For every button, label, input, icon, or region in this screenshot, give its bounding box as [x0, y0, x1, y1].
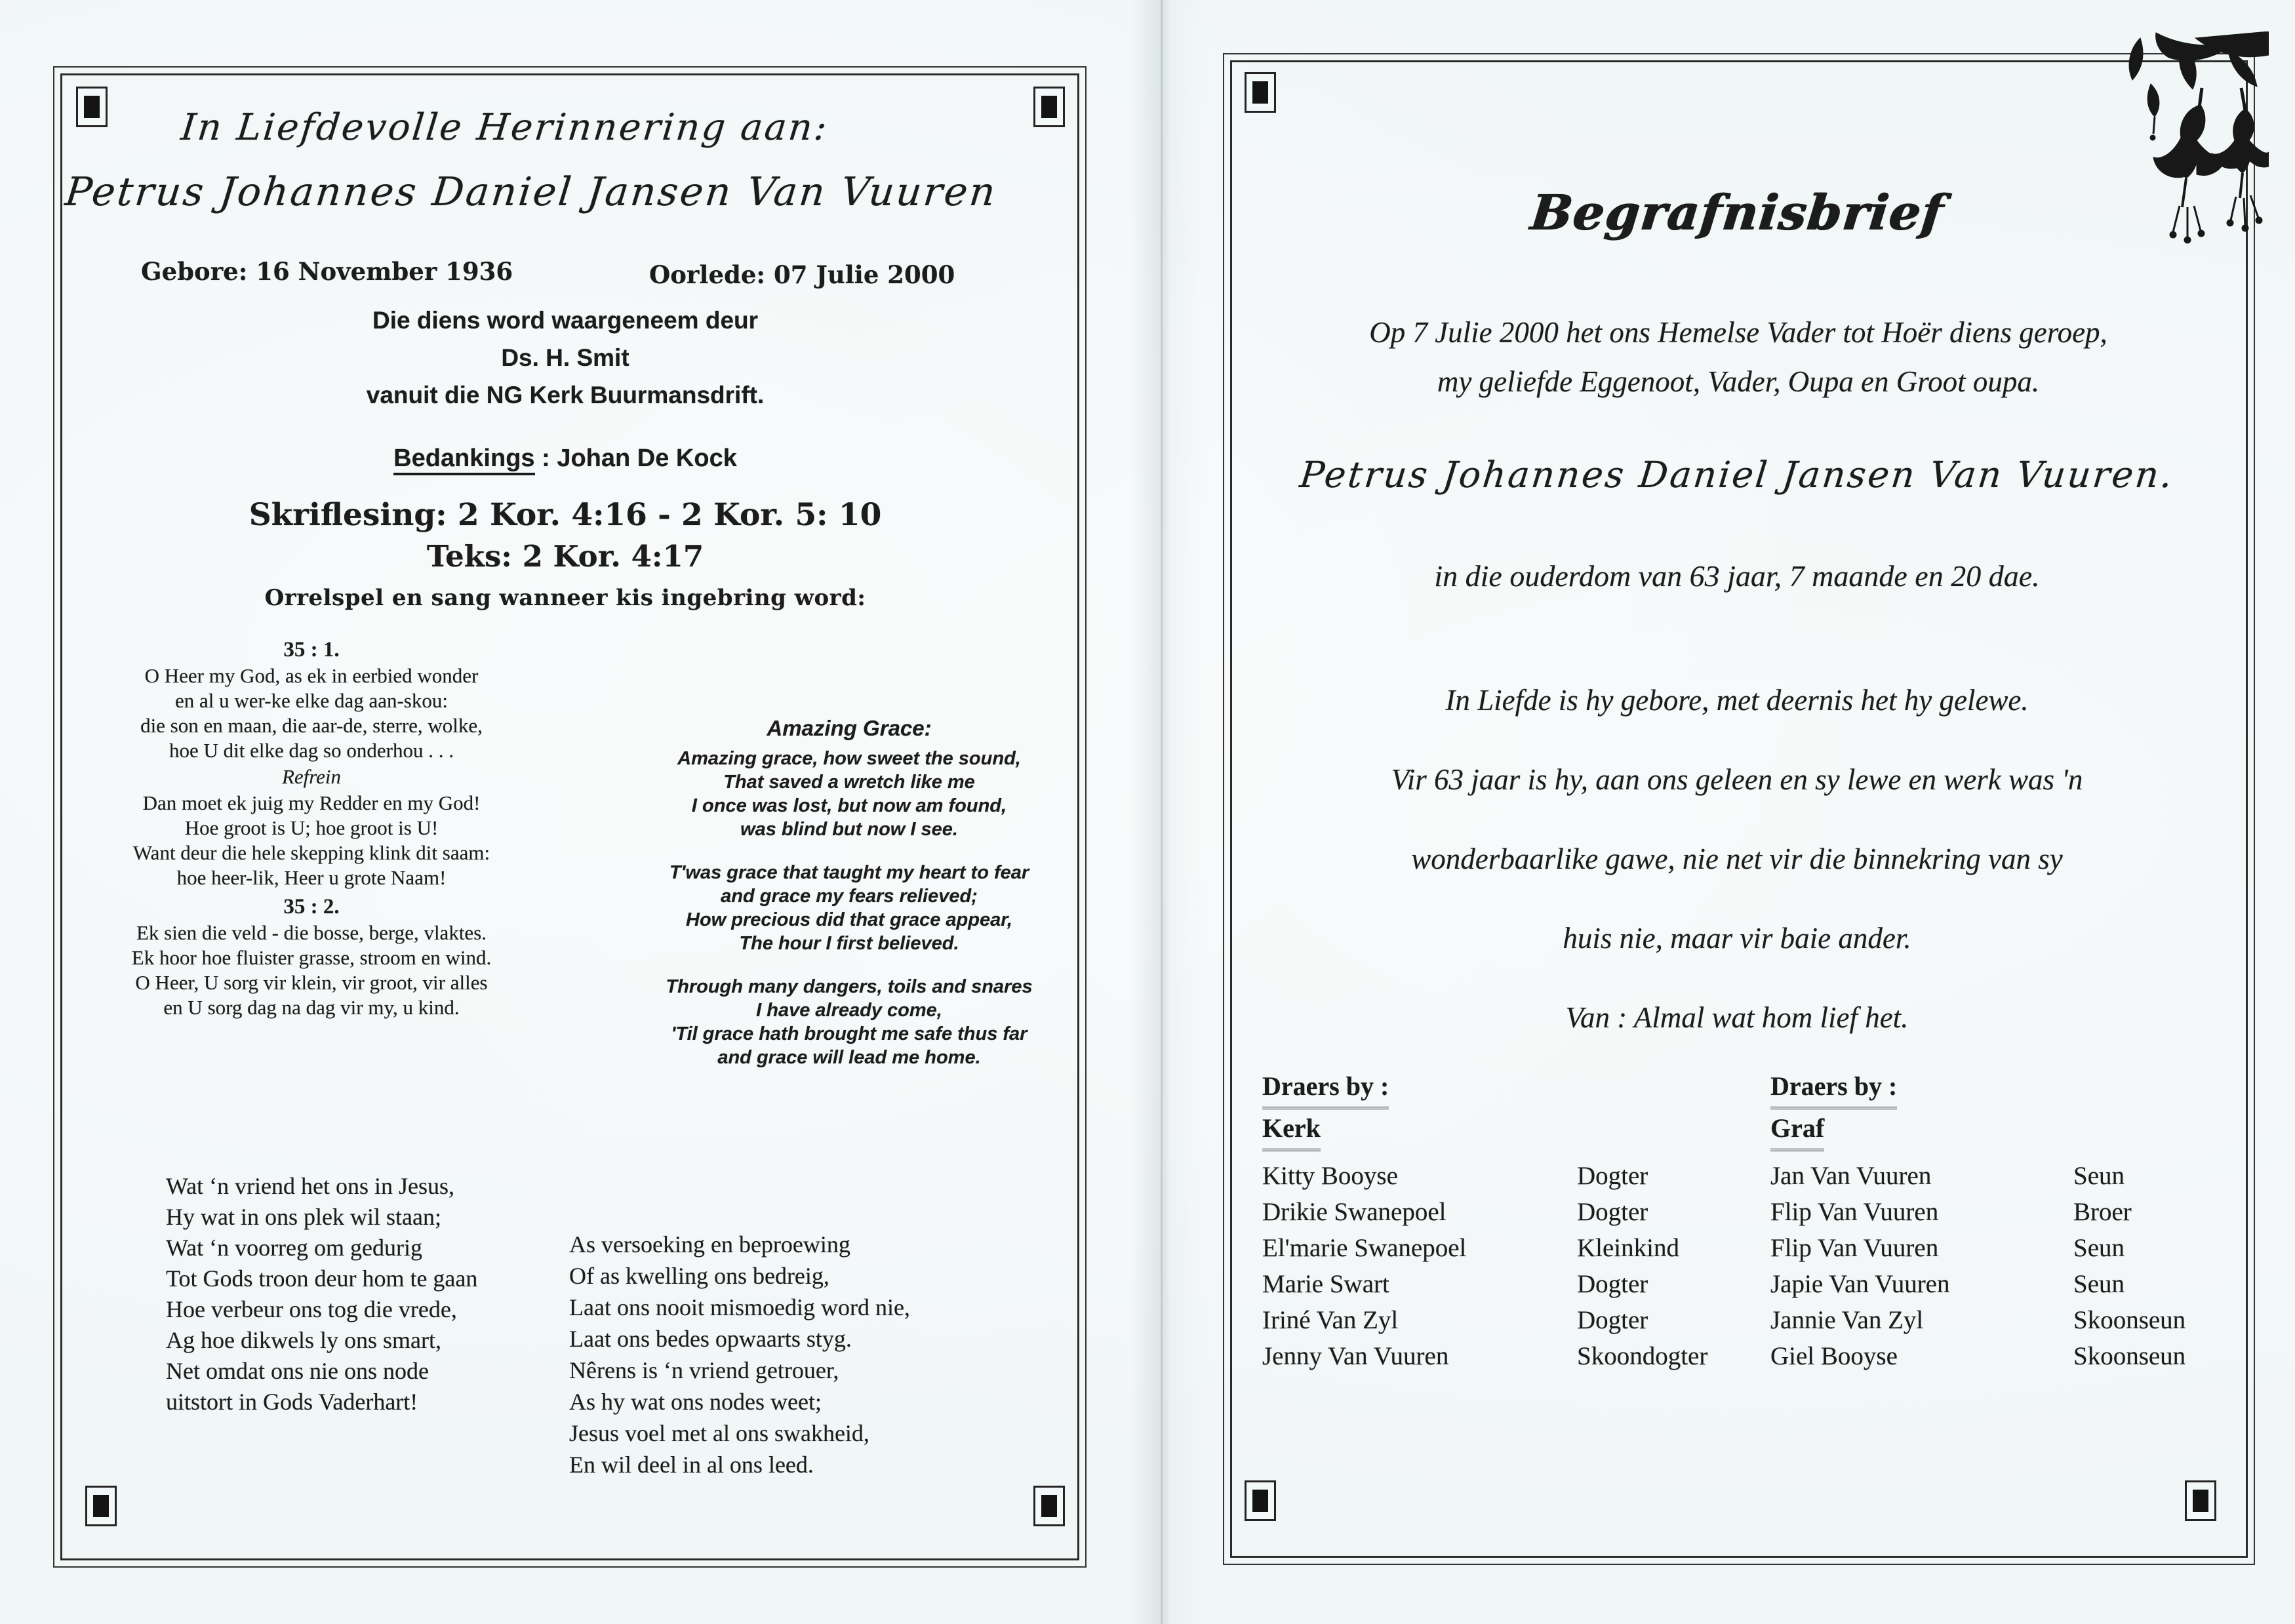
bearer-row: [1262, 1158, 1767, 1194]
grace-line: Amazing grace, how sweet the sound,: [677, 748, 1021, 769]
grace-line: and grace will lead me home.: [717, 1047, 981, 1068]
bearers-church-subheading: Kerk: [1262, 1109, 1767, 1151]
hymn-verse-number: 35 : 1.: [283, 638, 340, 662]
hymn-line: die son en maan, die aar-de, sterre, wolke,: [140, 714, 483, 737]
deceased-name-heading: Petrus Johannes Daniel Jansen Van Vuuren: [63, 169, 999, 215]
corner-ornament: [1245, 1480, 1276, 1521]
corner-ornament: [1245, 72, 1276, 113]
thanks-label: Bedankings: [393, 445, 534, 475]
hymn-line: hoe heer-lik, Heer u grote Naam!: [176, 866, 447, 889]
bearer-row: [1262, 1338, 1767, 1374]
verse-line: Laat ons nooit mismoedig word nie,: [569, 1294, 910, 1320]
tribute-line: In Liefde is hy gebore, met deernis het hy gelewe.: [1445, 684, 2029, 717]
hymn-35: [59, 633, 564, 1020]
tribute-line: huis nie, maar vir baie ander.: [1563, 922, 1911, 955]
bearer-row: [1770, 1230, 2295, 1266]
intro-paragraph: [1237, 308, 2240, 406]
bearer-row: [1770, 1302, 2295, 1338]
hymn-verse-number: 35 : 2.: [283, 895, 340, 919]
verse-line: uitstort in Gods Vaderhart!: [166, 1389, 418, 1415]
hymn-line: Hoe groot is U; hoe groot is U!: [184, 816, 439, 839]
grace-line: I have already come,: [756, 1000, 942, 1021]
corner-ornament: [2185, 1480, 2216, 1521]
hymn-line: Want deur die hele skepping klink dit saam:: [132, 841, 490, 864]
grace-line: was blind but now I see.: [740, 819, 958, 840]
hymn-line: O Heer my God, as ek in eerbied wonder: [144, 664, 479, 687]
verse-line: As versoeking en beproewing: [569, 1231, 850, 1258]
verse-line: Hoe verbeur ons tog die vrede,: [166, 1296, 457, 1322]
bearers-grave-rows: [1770, 1158, 2295, 1374]
bearers-church-heading: Draers by :: [1262, 1067, 1767, 1109]
hymn-line: en U sorg dag na dag vir my, u kind.: [163, 996, 460, 1019]
born-date: Gebore: 16 November 1936: [141, 257, 513, 286]
refrain-label: Refrein: [281, 765, 342, 788]
bearer-name: Kitty Booyse: [1262, 1162, 1398, 1190]
verse-line: Of as kwelling ons bedreig,: [569, 1263, 829, 1289]
hymn-line: en al u wer-ke elke dag aan-skou:: [175, 689, 448, 712]
bearer-name: Flip Van Vuuren: [1770, 1198, 1939, 1226]
tribute-line: Van : Almal wat hom lief het.: [1565, 1001, 1909, 1034]
hymn-refrain: [59, 791, 564, 890]
amazing-grace-verse-3: [623, 975, 1075, 1069]
closing-verse-right: [569, 1229, 910, 1480]
grace-line: The hour I first believed.: [739, 933, 959, 954]
bearer-relation: Seun: [2073, 1234, 2125, 1262]
amazing-grace-verse-1: [623, 747, 1075, 841]
hymn-verse-1: [59, 663, 564, 763]
tribute-line: wonderbaarlike gawe, nie net vir die binnekring van sy: [1411, 842, 2063, 875]
deceased-name-script: Petrus Johannes Daniel Jansen Van Vuuren.: [1298, 454, 2176, 496]
amazing-grace-title: Amazing Grace:: [767, 716, 932, 740]
verse-line: As hy wat ons nodes weet;: [569, 1389, 822, 1415]
bearer-name: Flip Van Vuuren: [1770, 1234, 1939, 1262]
tribute-paragraph: [1230, 661, 2244, 1058]
grace-line: How precious did that grace appear,: [686, 909, 1012, 930]
grace-line: That saved a wretch like me: [723, 772, 975, 793]
grace-line: I once was lost, but now am found,: [691, 795, 1007, 816]
scripture-reading: Skriflesing: 2 Kor. 4:16 - 2 Kor. 5: 10: [249, 497, 882, 533]
bearer-relation: Broer: [2073, 1198, 2132, 1226]
bearer-row: [1770, 1194, 2295, 1230]
grace-line: Through many dangers, toils and snares: [666, 976, 1033, 997]
bearers-grave-column: [1770, 1067, 2295, 1374]
bearer-relation: Dogter: [1577, 1198, 1648, 1226]
verse-line: Laat ons bedes opwaarts styg.: [569, 1326, 852, 1352]
bearer-name: Marie Swart: [1262, 1270, 1389, 1298]
age-line: in die ouderdom van 63 jaar, 7 maande en 20 dae.: [1434, 559, 2040, 593]
grace-line: T'was grace that taught my heart to fear: [669, 862, 1029, 883]
bearer-name: Giel Booyse: [1770, 1342, 1898, 1370]
bearer-relation: Seun: [2073, 1162, 2125, 1190]
bearer-relation: Skoonseun: [2073, 1306, 2186, 1334]
verse-line: Tot Gods troon deur hom te gaan: [166, 1265, 478, 1292]
grace-line: and grace my fears relieved;: [721, 886, 978, 907]
bearer-row: [1262, 1302, 1767, 1338]
bearer-relation: Dogter: [1577, 1162, 1648, 1190]
bearer-relation: Skoonseun: [2073, 1342, 2186, 1370]
bearer-name: El'marie Swanepoel: [1262, 1234, 1467, 1262]
service-details: [51, 302, 1079, 414]
bearer-relation: Dogter: [1577, 1306, 1648, 1334]
tribute-line: Vir 63 jaar is hy, aan ons geleen en sy lewe en werk was 'n: [1391, 763, 2083, 796]
service-line: Die diens word waargeneem deur: [372, 307, 759, 334]
bearer-relation: Skoondogter: [1577, 1342, 1708, 1370]
service-line: vanuit die NG Kerk Buurmansdrift.: [366, 382, 765, 408]
bearer-row: [1770, 1266, 2295, 1302]
corner-ornament: [76, 87, 108, 127]
bearers-grave-heading: Draers by :: [1770, 1067, 2295, 1109]
verse-line: Nêrens is ‘n vriend getrouer,: [569, 1357, 839, 1383]
bearer-relation: Dogter: [1577, 1270, 1648, 1298]
bearer-row: [1262, 1194, 1767, 1230]
verse-line: Net omdat ons nie ons node: [166, 1358, 429, 1384]
closing-verse-left: [166, 1171, 477, 1417]
hymn-line: hoe U dit elke dag so onderhou . . .: [169, 739, 454, 762]
hymn-line: O Heer, U sorg vir klein, vir groot, vir alles: [135, 971, 488, 994]
verse-line: Wat ‘n vriend het ons in Jesus,: [166, 1173, 455, 1199]
bearer-relation: Kleinkind: [1577, 1234, 1679, 1262]
bearer-name: Jannie Van Zyl: [1770, 1306, 1924, 1334]
intro-line: my geliefde Eggenoot, Vader, Oupa en Groot oupa.: [1437, 365, 2040, 398]
page-fold-crease: [1161, 0, 1163, 1624]
bearer-name: Drikie Swanepoel: [1262, 1198, 1447, 1226]
bearer-name: Iriné Van Zyl: [1262, 1306, 1399, 1334]
hymn-line: Ek sien die veld - die bosse, berge, vlaktes.: [136, 921, 487, 944]
verse-line: Hy wat in ons plek wil staan;: [166, 1204, 441, 1230]
thanks-value: : Johan De Kock: [534, 445, 737, 472]
intro-line: Op 7 Julie 2000 het ons Hemelse Vader tot Hoër diens geroep,: [1369, 316, 2107, 349]
scripture-text: Teks: 2 Kor. 4:17: [426, 539, 704, 574]
verse-line: Jesus voel met al ons swakheid,: [569, 1420, 869, 1446]
corner-ornament: [85, 1486, 117, 1526]
verse-line: Ag hoe dikwels ly ons smart,: [166, 1327, 441, 1353]
memorial-heading: In Liefdevolle Herinnering aan:: [179, 106, 831, 149]
grace-line: 'Til grace hath brought me safe thus far: [671, 1023, 1028, 1044]
bearer-relation: Seun: [2073, 1270, 2125, 1298]
died-date: Oorlede: 07 Julie 2000: [649, 260, 955, 289]
hymn-line: Dan moet ek juig my Redder en my God!: [142, 791, 481, 814]
bearers-church-rows: [1262, 1158, 1767, 1374]
amazing-grace-verse-2: [623, 861, 1075, 955]
service-line: Ds. H. Smit: [501, 344, 629, 371]
amazing-grace-block: [623, 717, 1075, 1089]
corner-ornament: [1033, 1486, 1065, 1526]
hymn-line: Ek hoor hoe fluister grasse, stroom en wind.: [131, 946, 492, 969]
bearer-row: [1770, 1338, 2295, 1374]
bearer-row: [1770, 1158, 2295, 1194]
bearer-name: Jan Van Vuuren: [1770, 1162, 1932, 1190]
bearer-row: [1262, 1230, 1767, 1266]
fuchsia-flowers-icon: [2077, 31, 2269, 267]
bearer-name: Jenny Van Vuuren: [1262, 1342, 1449, 1370]
organ-note: Orrelspel en sang wanneer kis ingebring word:: [264, 585, 866, 611]
page-title: Begrafnisbrief: [1527, 185, 1947, 241]
verse-line: Wat ‘n voorreg om gedurig: [166, 1235, 422, 1261]
verse-line: En wil deel in al ons leed.: [569, 1452, 814, 1478]
bearers-grave-subheading: Graf: [1770, 1109, 2295, 1151]
thanks-line: [51, 445, 1079, 473]
bearer-name: Japie Van Vuuren: [1770, 1270, 1950, 1298]
page-fold-shadow: [1131, 0, 1203, 1624]
bearers-church-column: [1262, 1067, 1767, 1374]
hymn-verse-2: [59, 921, 564, 1020]
corner-ornament: [1033, 87, 1065, 127]
bearer-row: [1262, 1266, 1767, 1302]
